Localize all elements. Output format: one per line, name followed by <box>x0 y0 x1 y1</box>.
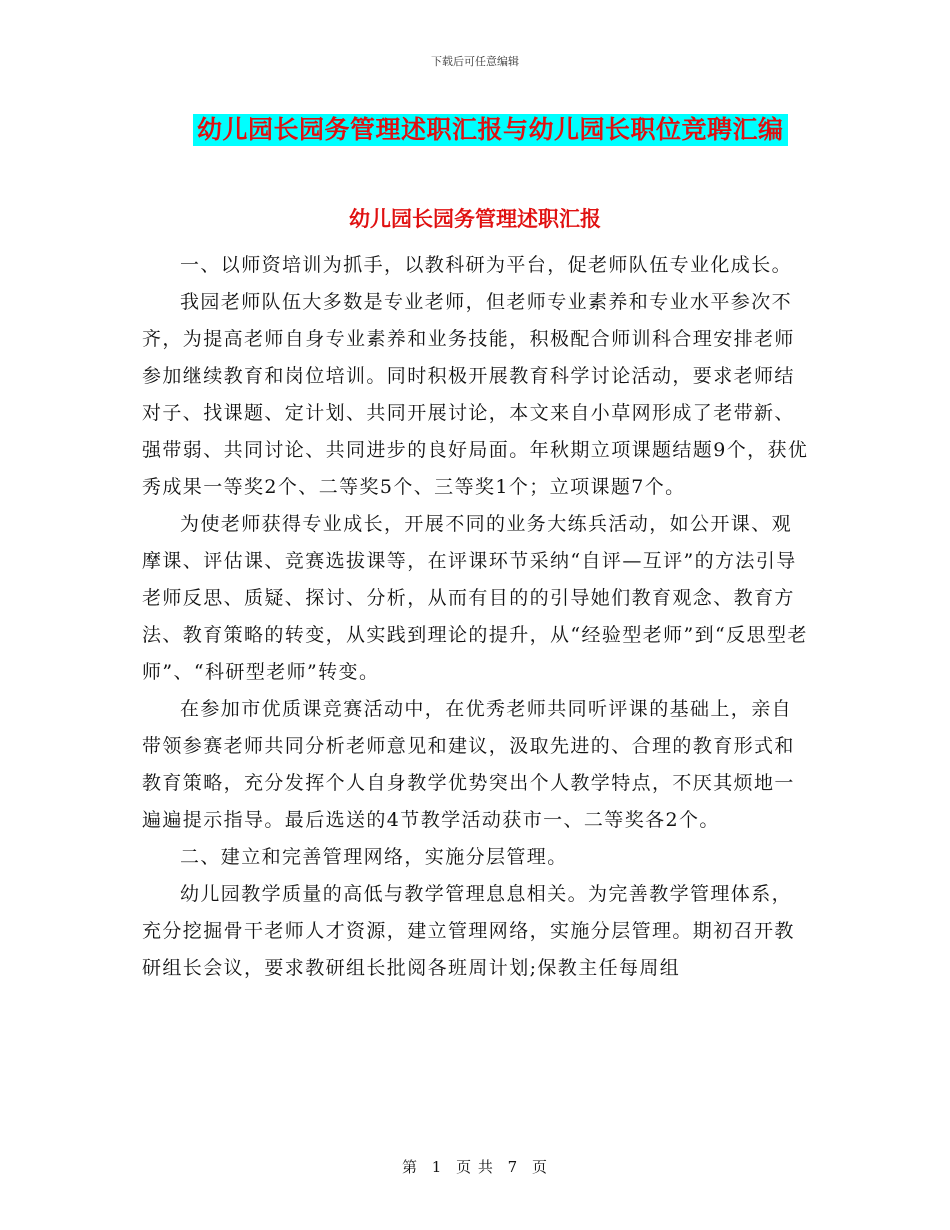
paragraph: 幼儿园教学质量的高低与教学管理息息相关。为完善教学管理体系，充分挖掘骨干老师人才资源，建立管理网络，实施分层管理。期初召开教研组长会议，要求教研组长批阅各班周计划;保教主任每周组 <box>142 883 795 979</box>
paragraph: 我园老师队伍大多数是专业老师，但老师专业素养和专业水平参次不齐，为提高老师自身专业素养和业务技能，积极配合师训科合理安排老师参加继续教育和岗位培训。同时积极开展教育科学讨论活动，要求老师结对子、找课题、定计划、共同开展讨论，本文来自小草网形成了老带新、强带弱、共同讨论、共同进步的良好局面。年秋期立项课题结题9个，获优秀成果一等奖2个、二等奖5个、三等奖1个；立项课题7个。 <box>142 291 809 498</box>
body-text <box>142 247 810 987</box>
document-title: 幼儿园长园务管理述职汇报与幼儿园长职位竞聘汇编 <box>193 114 788 146</box>
paragraph: 一、以师资培训为抓手，以教科研为平台，促老师队伍专业化成长。 <box>180 254 793 276</box>
page-footer <box>0 1156 950 1177</box>
paragraph: 在参加市优质课竞赛活动中，在优秀老师共同听评课的基础上，亲自带领参赛老师共同分析老师意见和建议，汲取先进的、合理的教育形式和教育策略，充分发挥个人自身教学优势突出个人教学特点，不厌其烦地一遍遍提示指导。最后选送的4节教学活动获市一、二等奖各2个。 <box>142 698 795 831</box>
header-note: 下载后可任意编辑 <box>431 55 519 68</box>
section-title: 幼儿园长园务管理述职汇报 <box>349 206 601 231</box>
footer-suffix: 页 <box>532 1158 549 1176</box>
footer-mid: 页 共 <box>456 1158 494 1176</box>
current-page-number: 1 <box>431 1158 443 1176</box>
paragraph: 为使老师获得专业成长，开展不同的业务大练兵活动，如公开课、观摩课、评估课、竞赛选拔课等，在评课环节采纳“自评—互评”的方法引导老师反思、质疑、探讨、分析，从而有目的的引导她们教育观念、教育方法、教育策略的转变，从实践到理论的提升，从“经验型老师”到“反思型老师”、“科研型老师”转变。 <box>142 513 808 683</box>
footer-prefix: 第 <box>401 1158 418 1176</box>
total-page-count: 7 <box>507 1158 519 1176</box>
paragraph: 二、建立和完善管理网络，实施分层管理。 <box>180 846 568 868</box>
